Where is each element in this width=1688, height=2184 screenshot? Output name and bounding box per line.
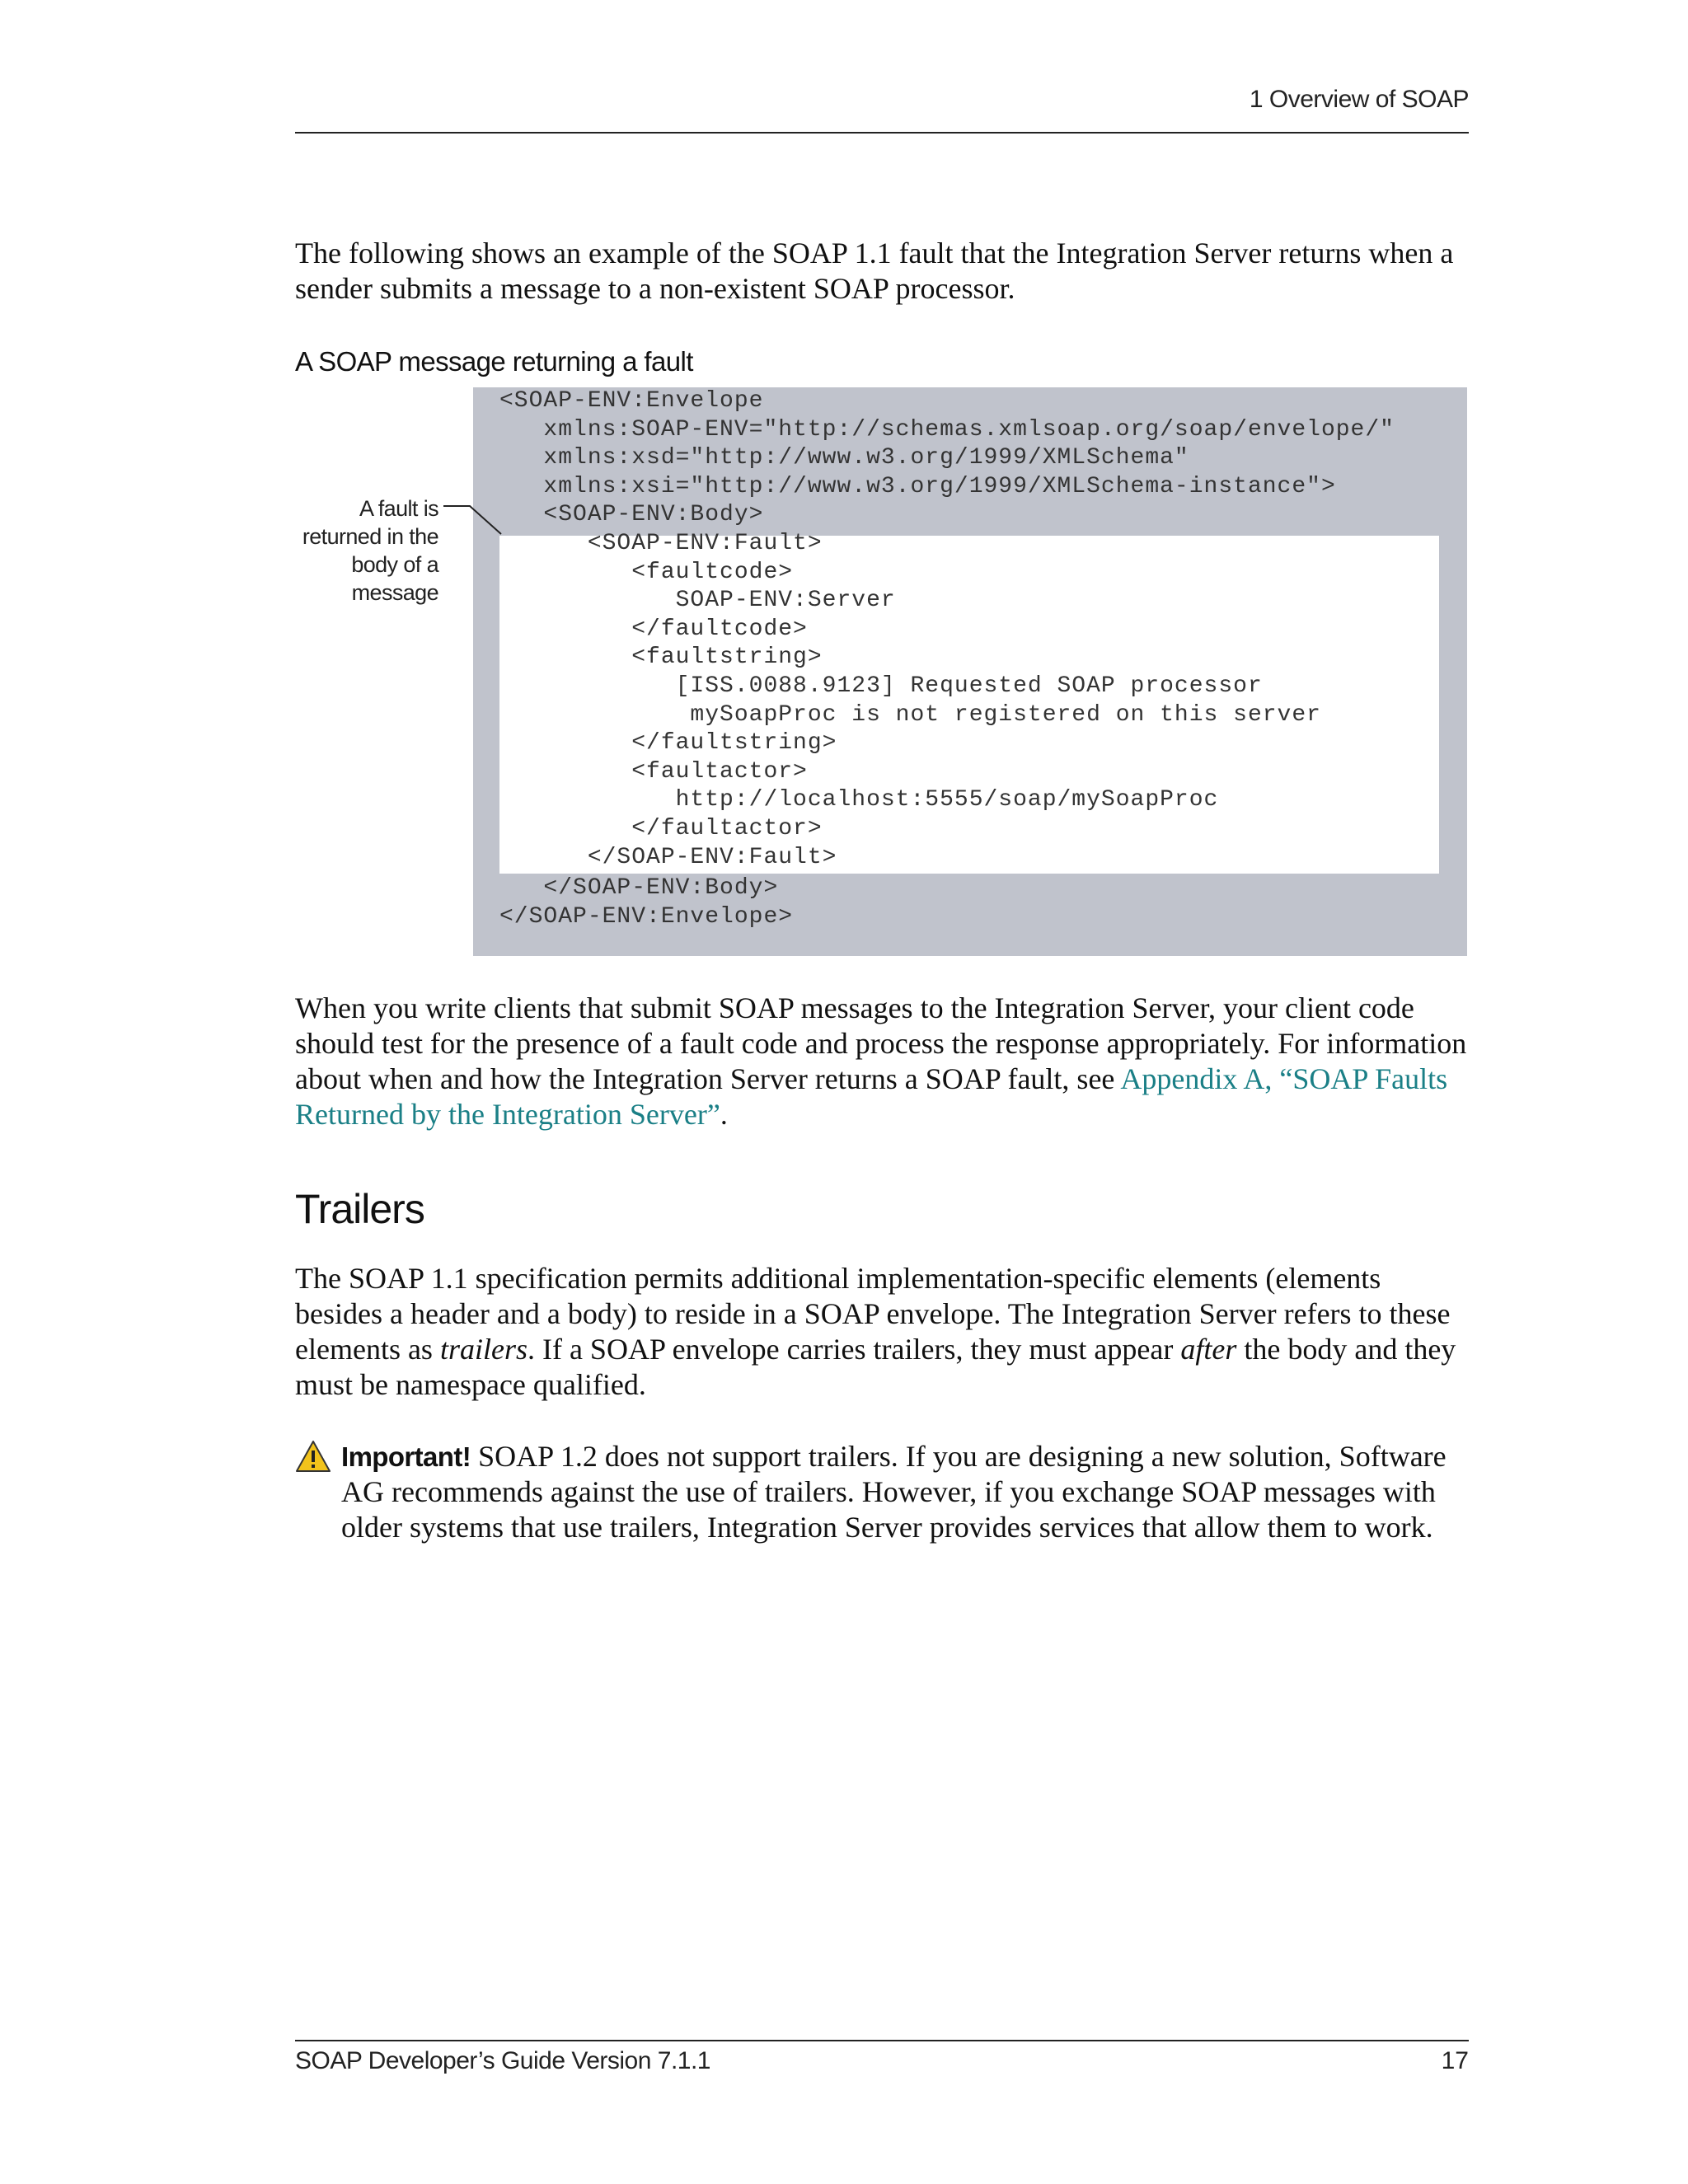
section-heading-trailers: Trailers <box>295 1186 424 1232</box>
important-label: Important! <box>341 1441 471 1472</box>
annotation-leader-line <box>443 504 503 537</box>
code-block-fault: <SOAP-ENV:Fault> <faultcode> SOAP-ENV:Server </faultcode> <faultstring> [ISS.0088.9123] Requested SOAP processor mySoapProc is not registered on this server </faultstring> <faultactor> http://localhost:5555/soap/mySoapProc </faultactor> </SOAP-ENV:Fault> <box>587 531 1321 870</box>
trailers-term: trailers <box>439 1333 528 1366</box>
trailers-text-2: . If a SOAP envelope carries trailers, they must appear <box>527 1333 1181 1366</box>
figure-caption: A SOAP message returning a fault <box>295 346 693 377</box>
after-emphasis: after <box>1180 1333 1237 1366</box>
appendix-a-link[interactable]: Appendix A, “SOAP Faults Returned by the Integration Server” <box>295 1062 1448 1131</box>
clients-paragraph <box>295 991 1469 1132</box>
footer-rule <box>295 2040 1469 2041</box>
clients-paragraph-text: When you write clients that submit SOAP messages to the Integration Server, your client code should test for the presence of a fault code and process the response appropriately. For information about when and how the Integration Server returns a SOAP fault, see <box>295 991 1467 1095</box>
footer-title: SOAP Developer’s Guide Version 7.1.1 <box>295 2047 710 2074</box>
running-head: 1 Overview of SOAP <box>1249 86 1469 113</box>
clients-paragraph-tail: . <box>720 1098 728 1131</box>
trailers-text-1: The SOAP 1.1 specification permits additional implementation-specific elements (elements besides a header and a body) to reside in a SOAP envelope. The Integration Server refers to these elements as <box>295 1262 1451 1366</box>
intro-paragraph: The following shows an example of the SOAP 1.1 fault that the Integration Server returns when a sender submits a message to a non-existent SOAP processor. <box>295 237 1454 305</box>
figure-annotation: A fault is returned in the body of a message <box>302 496 438 605</box>
code-block-envelope-start: <SOAP-ENV:Envelope xmlns:SOAP-ENV="http://schemas.xmlsoap.org/soap/envelope/" xmlns:xsd="http://www.w3.org/1999/XMLSchema" xmlns:xsi="http://www.w3.org/1999/XMLSchema-instance"> <SOAP-ENV:Body> <box>499 388 1395 528</box>
page-number: 17 <box>1441 2047 1469 2074</box>
header-rule <box>295 132 1469 134</box>
trailers-paragraph <box>295 1261 1469 1403</box>
warning-icon <box>295 1440 331 1473</box>
code-block-envelope-end: </SOAP-ENV:Body> </SOAP-ENV:Envelope> <box>499 875 794 930</box>
trailers-text-3: the body and they must be namespace qualified. <box>295 1333 1456 1401</box>
important-text: SOAP 1.2 does not support trailers. If you are designing a new solution, Software AG recommends against the use of trailers. However, if you exchange SOAP messages with older systems that use trailers, Integration Server provides services that allow them to work. <box>341 1440 1447 1544</box>
important-note <box>341 1439 1469 1545</box>
